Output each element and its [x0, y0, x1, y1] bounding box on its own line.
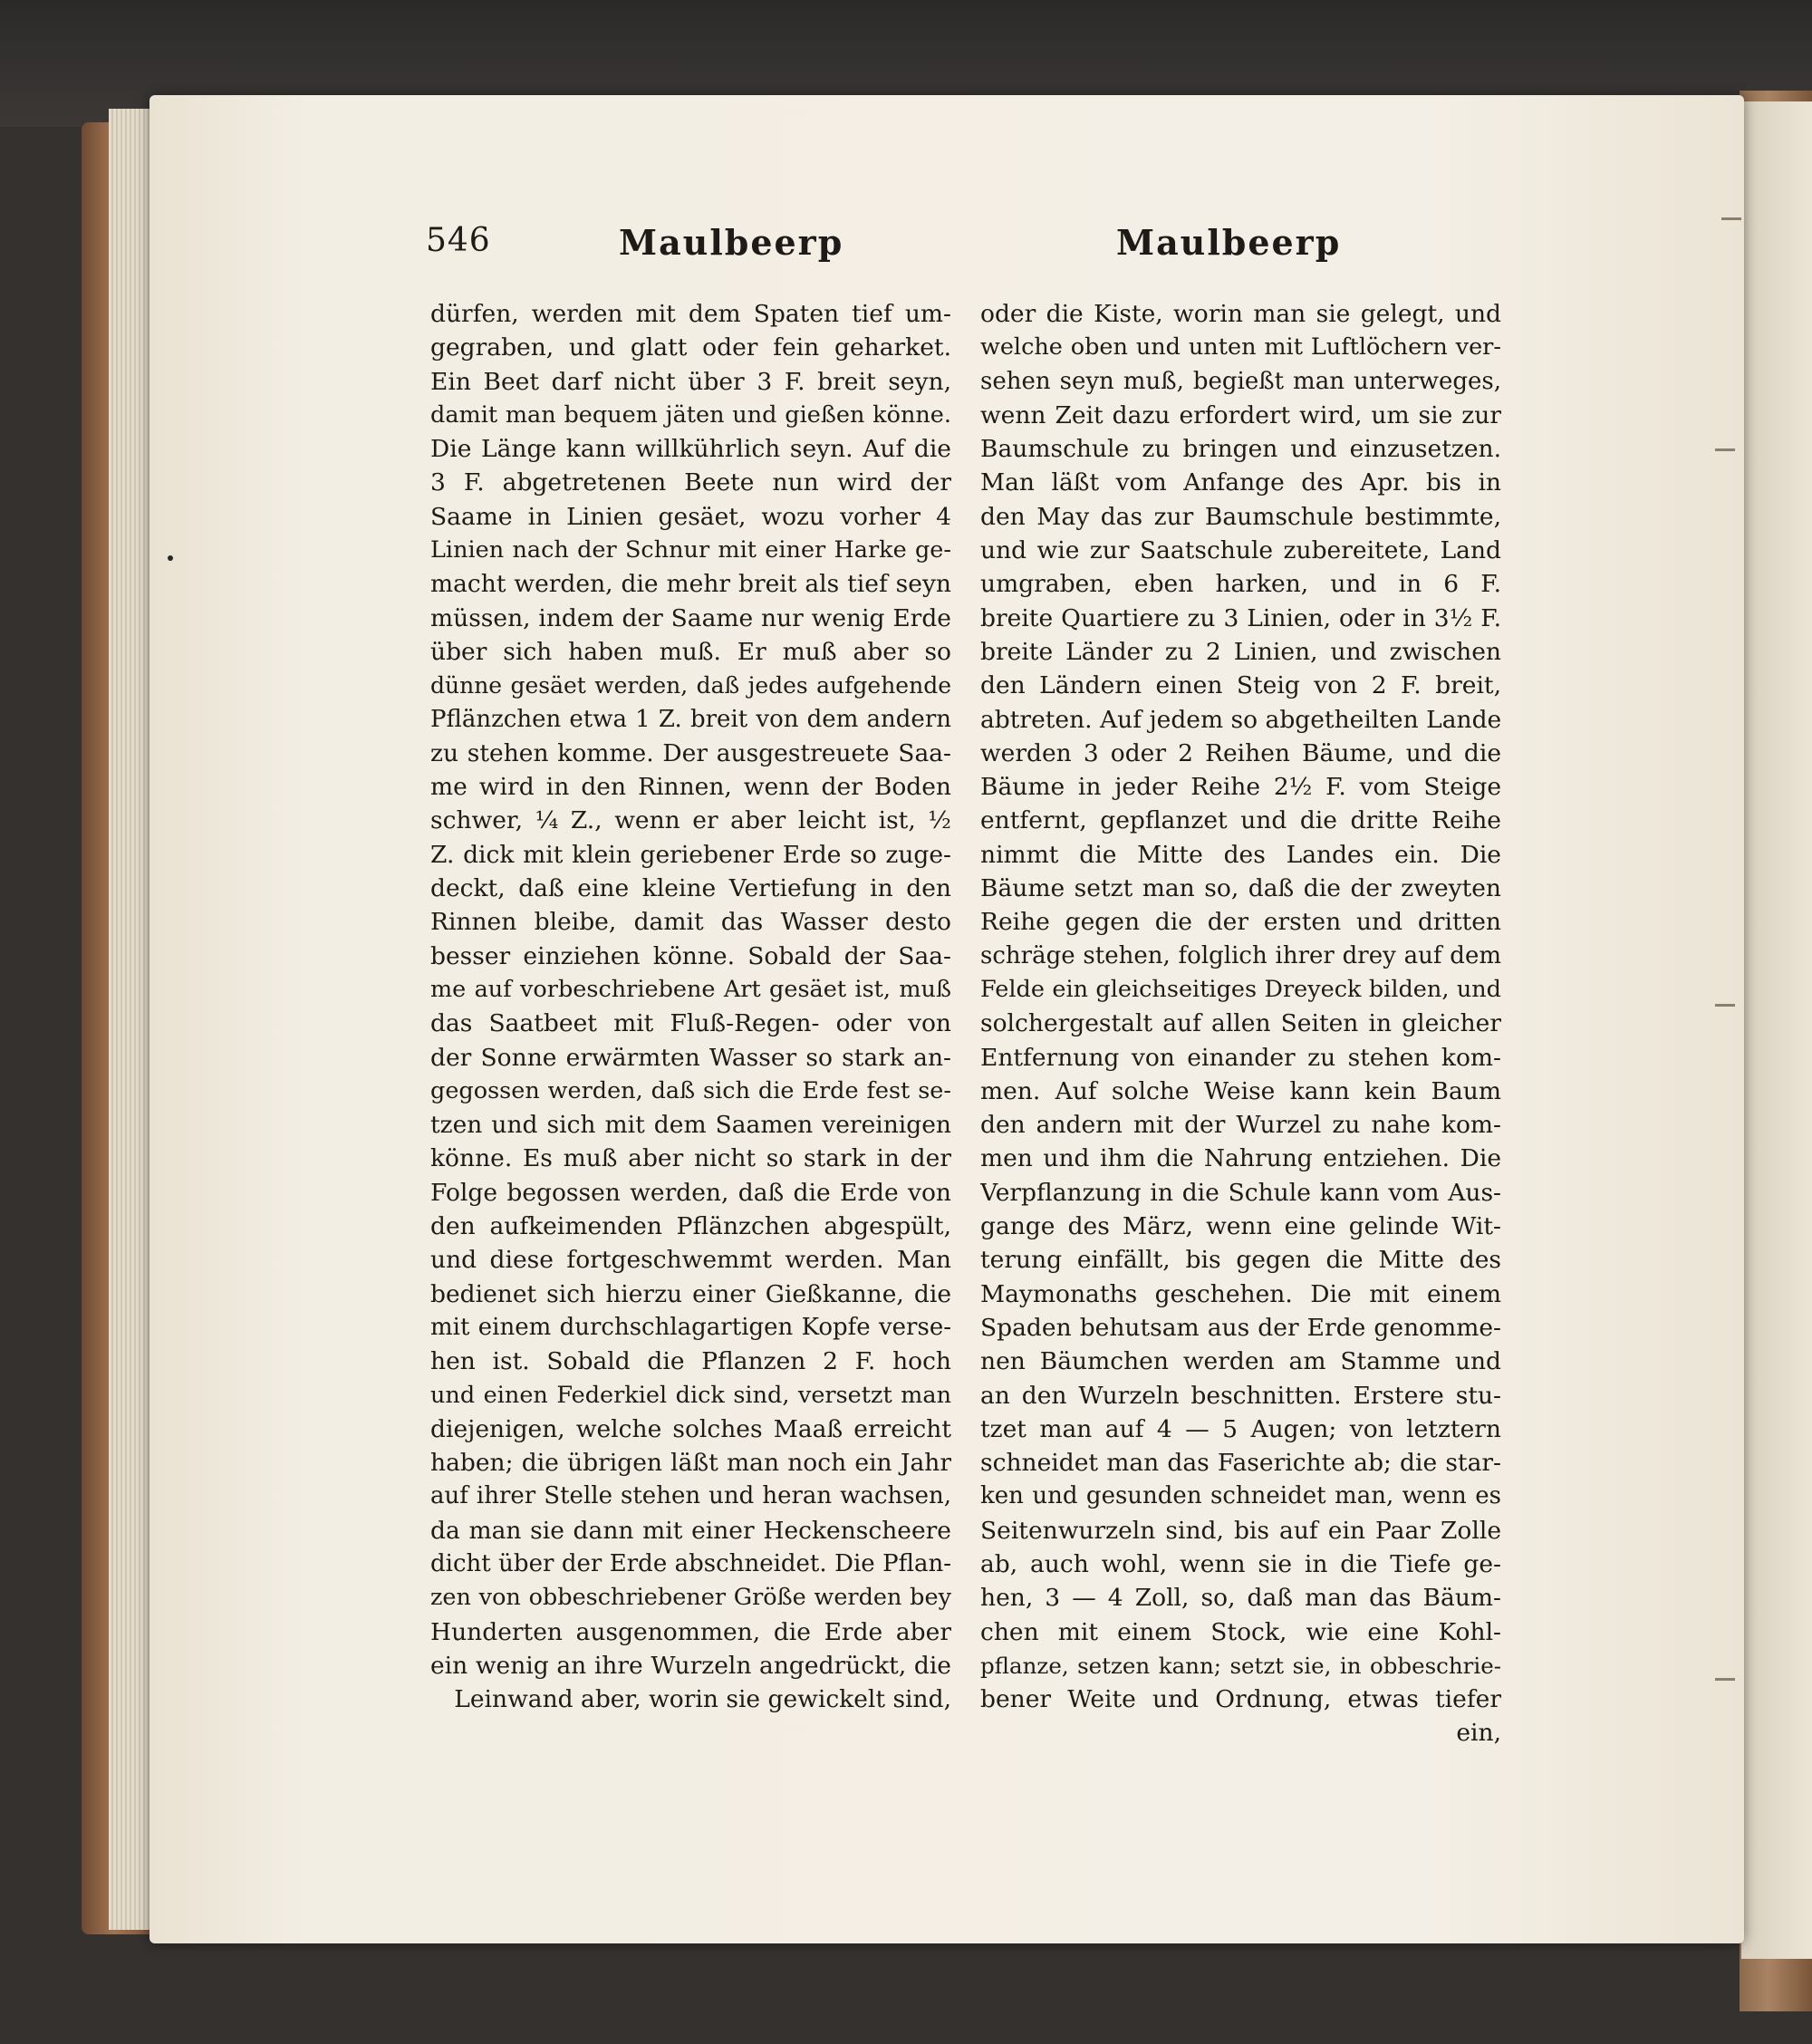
- text-line: ein wenig an ihre Wurzeln angedrückt, die: [430, 1651, 951, 1680]
- text-line: werden 3 oder 2 Reihen Bäume, und die: [980, 738, 1501, 767]
- text-line: gegraben, und glatt oder fein geharket.: [430, 333, 951, 362]
- page-number: 546: [426, 222, 491, 259]
- text-line: das Saatbeet mit Fluß-Regen- oder von: [430, 1009, 951, 1038]
- text-line: ken und gesunden schneidet man, wenn es: [980, 1482, 1501, 1510]
- text-line: dünne gesäet werden, daß jedes aufgehende: [430, 672, 951, 699]
- text-line: dicht über der Erde abschneidet. Die Pflan-: [430, 1549, 951, 1577]
- text-line: auf ihrer Stelle stehen und heran wachsen,: [430, 1482, 951, 1510]
- text-line: pflanze, setzen kann; setzt sie, in obbeschrie-: [980, 1652, 1501, 1679]
- text-line: bener Weite und Ordnung, etwas tiefer: [980, 1685, 1501, 1714]
- text-line: diejenigen, welche solches Maaß erreicht: [430, 1414, 951, 1443]
- fold-tick: [1715, 448, 1735, 451]
- text-line: oder die Kiste, worin man sie gelegt, und: [980, 300, 1501, 328]
- text-line: Maymonaths geschehen. Die mit einem: [980, 1279, 1501, 1308]
- text-line: entfernt, gepflanzet und die dritte Reihe: [980, 806, 1501, 835]
- fold-tick: [1721, 217, 1741, 220]
- text-line: könne. Es muß aber nicht so stark in der: [430, 1144, 951, 1173]
- text-line: und einen Federkiel dick sind, versetzt man: [430, 1381, 951, 1409]
- text-line: Leinwand aber, worin sie gewickelt sind,: [454, 1685, 951, 1714]
- text-line: Hunderten ausgenommen, die Erde aber: [430, 1617, 951, 1646]
- text-line: ein,: [1456, 1719, 1501, 1748]
- text-line: schräge stehen, folglich ihrer drey auf dem: [980, 941, 1501, 969]
- text-line: Entfernung von einander zu stehen kom-: [980, 1043, 1501, 1072]
- text-line: 3 F. abgetretenen Beete nun wird der: [430, 468, 951, 497]
- fold-tick: [1715, 1004, 1735, 1007]
- text-line: Ein Beet darf nicht über 3 F. breit seyn,: [430, 367, 951, 396]
- text-line: und diese fortgeschwemmt werden. Man: [430, 1246, 951, 1275]
- text-line: nen Bäumchen werden am Stamme und: [980, 1347, 1501, 1376]
- text-line: Felde ein gleichseitiges Dreyeck bilden, und: [980, 975, 1501, 1003]
- text-line: besser einziehen könne. Sobald der Saa-: [430, 941, 951, 970]
- text-line: Man läßt vom Anfange des Apr. bis in: [980, 468, 1501, 497]
- text-line: ab, auch wohl, wenn sie in die Tiefe ge-: [980, 1549, 1501, 1578]
- text-line: und wie zur Saatschule zubereitete, Land: [980, 536, 1501, 565]
- text-line: schneidet man das Faserichte ab; die star-: [980, 1449, 1501, 1478]
- text-line: solchergestalt auf allen Seiten in gleicher: [980, 1009, 1501, 1038]
- text-line: Bäume setzt man so, daß die der zweyten: [980, 874, 1501, 903]
- text-line: terung einfällt, bis gegen die Mitte des: [980, 1246, 1501, 1275]
- text-line: den aufkeimenden Pflänzchen abgespült,: [430, 1212, 951, 1241]
- text-line: Folge begossen werden, daß die Erde von: [430, 1178, 951, 1207]
- paper-speck: [168, 555, 173, 561]
- text-line: chen mit einem Stock, wie eine Kohl-: [980, 1617, 1501, 1646]
- text-line: mit einem durchschlagartigen Kopfe verse-: [430, 1313, 951, 1341]
- text-line: Rinnen bleibe, damit das Wasser desto: [430, 908, 951, 937]
- text-line: da man sie dann mit einer Heckenscheere: [430, 1516, 951, 1545]
- text-line: nimmt die Mitte des Landes ein. Die: [980, 840, 1501, 869]
- text-line: me wird in den Rinnen, wenn der Boden: [430, 773, 951, 802]
- text-line: Seitenwurzeln sind, bis auf ein Paar Zolle: [980, 1516, 1501, 1545]
- text-line: tzet man auf 4 — 5 Augen; von letztern: [980, 1414, 1501, 1443]
- text-line: über sich haben muß. Er muß aber so: [430, 637, 951, 666]
- text-line: Linien nach der Schnur mit einer Harke ge-: [430, 536, 951, 564]
- text-line: an den Wurzeln beschnitten. Erstere stu-: [980, 1381, 1501, 1410]
- text-line: gegossen werden, daß sich die Erde fest se-: [430, 1076, 951, 1104]
- text-line: Bäume in jeder Reihe 2½ F. vom Steige: [980, 773, 1501, 802]
- text-line: Die Länge kann willkührlich seyn. Auf die: [430, 435, 951, 464]
- text-line: Z. dick mit klein geriebener Erde so zuge-: [430, 840, 951, 869]
- text-line: haben; die übrigen läßt man noch ein Jahr: [430, 1449, 951, 1478]
- text-line: men. Auf solche Weise kann kein Baum: [980, 1076, 1501, 1105]
- text-column-left: [430, 297, 951, 1716]
- running-head-left: Maulbeerp: [619, 222, 844, 263]
- facing-page-edge: [1741, 101, 1812, 1959]
- text-line: breite Quartiere zu 3 Linien, oder in 3½ F.: [980, 603, 1501, 632]
- text-line: Baumschule zu bringen und einzusetzen.: [980, 435, 1501, 464]
- text-line: dürfen, werden mit dem Spaten tief um-: [430, 300, 951, 328]
- running-head-right: Maulbeerp: [1116, 222, 1342, 263]
- fold-tick: [1715, 1678, 1735, 1681]
- text-line: Pflänzchen etwa 1 Z. breit von dem andern: [430, 705, 951, 733]
- text-line: sehen seyn muß, begießt man unterweges,: [980, 367, 1501, 395]
- text-line: Spaden behutsam aus der Erde genomme-: [980, 1313, 1501, 1342]
- text-line: breite Länder zu 2 Linien, und zwischen: [980, 637, 1501, 666]
- text-line: den May das zur Baumschule bestimmte,: [980, 502, 1501, 531]
- text-line: macht werden, die mehr breit als tief seyn: [430, 570, 951, 599]
- text-line: Reihe gegen die der ersten und dritten: [980, 908, 1501, 937]
- text-line: Verpflanzung in die Schule kann vom Aus-: [980, 1178, 1501, 1207]
- text-line: den Ländern einen Steig von 2 F. breit,: [980, 671, 1501, 700]
- text-line: Saame in Linien gesäet, wozu vorher 4: [430, 502, 951, 531]
- text-line: tzen und sich mit dem Saamen vereinigen: [430, 1111, 951, 1140]
- text-line: welche oben und unten mit Luftlöchern ver-: [980, 333, 1501, 362]
- text-line: men und ihm die Nahrung entziehen. Die: [980, 1144, 1501, 1173]
- text-line: zu stehen komme. Der ausgestreuete Saa-: [430, 738, 951, 767]
- text-line: damit man bequem jäten und gießen könne.: [430, 400, 951, 429]
- text-line: umgraben, eben harken, und in 6 F.: [980, 570, 1501, 599]
- text-line: schwer, ¼ Z., wenn er aber leicht ist, ½: [430, 806, 951, 835]
- text-line: hen, 3 — 4 Zoll, so, daß man das Bäum-: [980, 1584, 1501, 1613]
- text-column-right: [980, 297, 1501, 1750]
- text-line: hen ist. Sobald die Pflanzen 2 F. hoch: [430, 1347, 951, 1376]
- text-line: deckt, daß eine kleine Vertiefung in den: [430, 874, 951, 903]
- text-line: bedienet sich hierzu einer Gießkanne, die: [430, 1279, 951, 1308]
- text-line: zen von obbeschriebener Größe werden bey: [430, 1584, 951, 1612]
- text-line: wenn Zeit dazu erfordert wird, um sie zur: [980, 400, 1501, 429]
- text-line: müssen, indem der Saame nur wenig Erde: [430, 603, 951, 632]
- text-line: der Sonne erwärmten Wasser so stark an-: [430, 1043, 951, 1072]
- text-line: abtreten. Auf jedem so abgetheilten Lande: [980, 705, 1501, 734]
- text-line: den andern mit der Wurzel zu nahe kom-: [980, 1111, 1501, 1140]
- text-line: gange des März, wenn eine gelinde Wit-: [980, 1212, 1501, 1241]
- text-line: me auf vorbeschriebene Art gesäet ist, muß: [430, 975, 951, 1003]
